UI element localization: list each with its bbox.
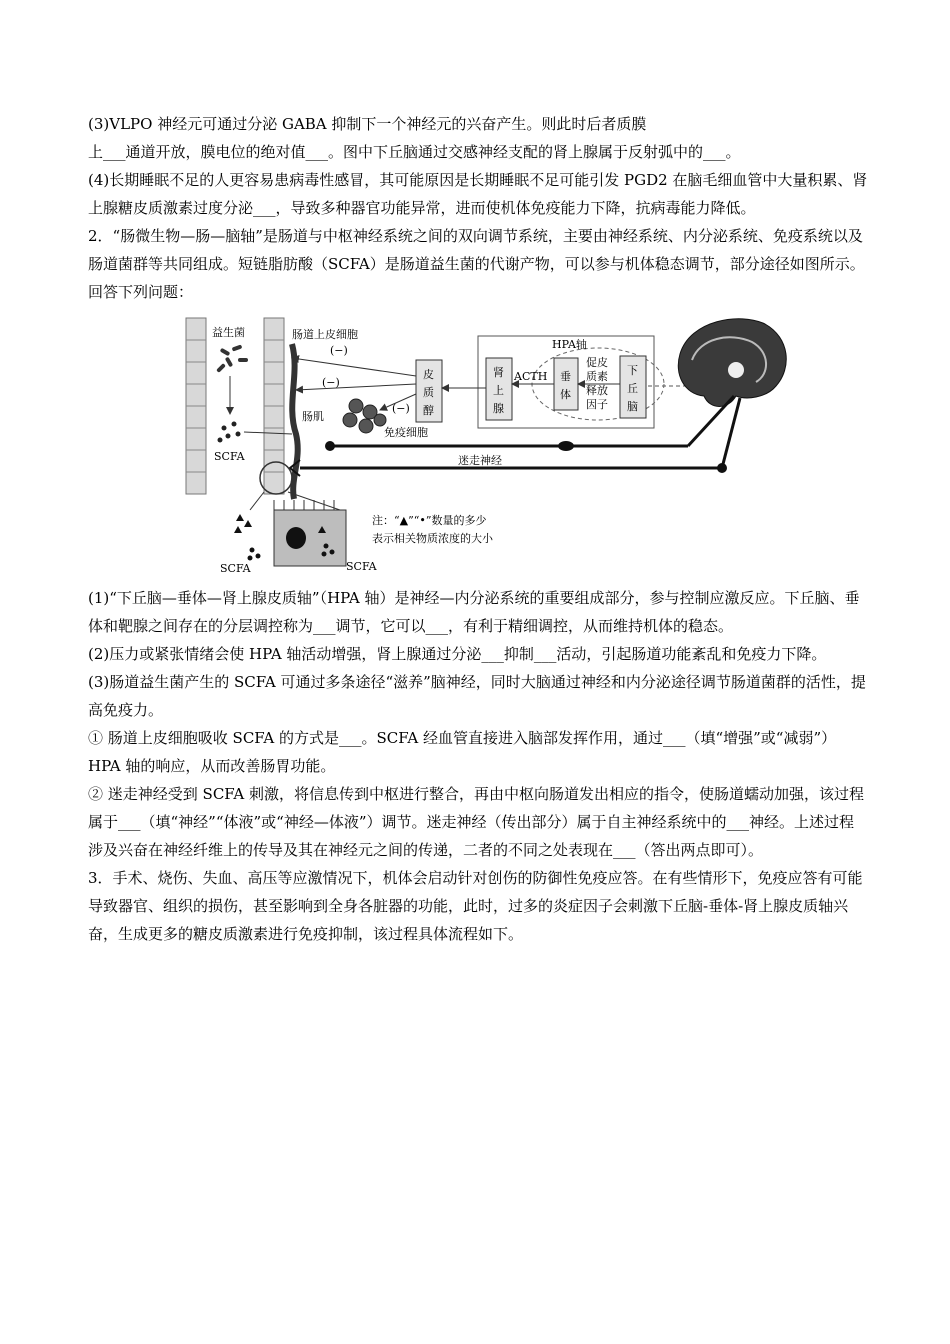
scfa-dots xyxy=(218,422,241,443)
gut-muscle-strip xyxy=(292,344,298,499)
label-crf-3: 释放 xyxy=(586,384,608,397)
label-hypothalamus-3: 脑 xyxy=(627,400,638,413)
label-adrenal-3: 腺 xyxy=(493,402,504,415)
q3-intro: 3．手术、烧伤、失血、高压等应激情况下，机体会启动针对创伤的防御性免疫应答。在有些情形下，免疫应答有可能导致器官、组织的损伤，甚至影响到全身各脏器的功能，此时，过多的炎症因子会刺激下丘脑-垂体-肾上腺皮质轴兴奋，生成更多的糖皮质激素进行免疫抑制，该过程具体流程如下。 xyxy=(88,869,863,943)
label-note-1: 注：“▲”“•”数量的多少 xyxy=(372,514,487,527)
enlarged-cell xyxy=(274,510,346,566)
document-page xyxy=(88,110,868,948)
label-note-2: 表示相关物质浓度的大小 xyxy=(372,532,493,545)
label-pituitary-2: 体 xyxy=(560,388,571,401)
label-adrenal-2: 上 xyxy=(493,384,504,397)
q1-part3-line1: (3)VLPO 神经元可通过分泌 GABA 抑制下一个神经元的兴奋产生。则此时后者质膜 xyxy=(88,115,647,133)
label-cortisol-3: 醇 xyxy=(423,404,434,417)
brain-illustration xyxy=(678,319,786,407)
pituitary-box xyxy=(554,358,578,410)
label-crf-4: 因子 xyxy=(586,398,608,411)
q1-part4: (4)长期睡眠不足的人更容易患病毒性感冒，其可能原因是长期睡眠不足可能引发 PGD2 在脑毛细血管中大量积累、肾上腺糖皮质激素过度分泌___，导致多种器官功能异常，进而使机体免疫能力下降，抗病毒能力降低。 xyxy=(88,171,868,217)
q2-part2: (2)压力或紧张情绪会使 HPA 轴活动增强，肾上腺通过分泌___抑制___活动，引起肠道功能紊乱和免疫力下降。 xyxy=(88,645,827,663)
label-hypothalamus-1: 下 xyxy=(627,364,638,377)
q2-part3-sub1: ① 肠道上皮细胞吸收 SCFA 的方式是___。SCFA 经血管直接进入脑部发挥作用，通过___（填“增强”或“减弱”）HPA 轴的响应，从而改善肠胃功能。 xyxy=(88,729,837,775)
label-neg2: (−) xyxy=(322,376,340,389)
figure-drawing xyxy=(180,314,870,574)
q2-part1: (1)“下丘脑—垂体—肾上腺皮质轴”（HPA 轴）是神经—内分泌系统的重要组成部分，参与控制应激反应。下丘脑、垂体和靶腺之间存在的分层调控称为___调节，它可以___，有利于精细调控，从而维持机体的稳态。 xyxy=(88,589,860,635)
label-neg3: (−) xyxy=(392,402,410,415)
q1-part3-line2: 上___通道开放，膜电位的绝对值___。图中下丘脑通过交感神经支配的肾上腺属于反射弧中的___。 xyxy=(88,143,741,161)
vagus-nerve-line xyxy=(722,398,740,468)
label-gut-muscle: 肠肌 xyxy=(302,410,324,423)
label-scfa-bottom-left: SCFA xyxy=(220,562,251,574)
label-cortisol-1: 皮 xyxy=(423,368,434,381)
q2-part3: (3)肠道益生菌产生的 SCFA 可通过多条途径“滋养”脑神经，同时大脑通过神经和内分泌途径调节肠道菌群的活性，提高免疫力。 xyxy=(88,673,866,719)
label-hpa-axis: HPA轴 xyxy=(552,338,587,351)
q2-intro: 2．“肠微生物—肠—脑轴”是肠道与中枢神经系统之间的双向调节系统，主要由神经系统、内分泌系统、免疫系统以及肠道菌群等共同组成。短链脂肪酸（SCFA）是肠道益生菌的代谢产物，可以参与机体稳态调节，部分途径如图所示。回答下列问题： xyxy=(88,227,865,301)
label-epithelial: 肠道上皮细胞 xyxy=(292,328,358,341)
label-adrenal-1: 肾 xyxy=(493,366,504,379)
cell-nucleus xyxy=(286,527,306,549)
label-neg1: (−) xyxy=(330,344,348,357)
label-vagus: 迷走神经 xyxy=(458,454,502,467)
label-cortisol-2: 质 xyxy=(423,386,434,399)
label-scfa-left: SCFA xyxy=(214,450,245,463)
label-probiotics: 益生菌 xyxy=(212,326,245,339)
label-acth: ACTH xyxy=(514,370,548,383)
label-pituitary-1: 垂 xyxy=(560,370,571,383)
probiotics-cluster xyxy=(216,344,248,373)
label-crf-1: 促皮 xyxy=(586,356,608,369)
q2-part3-sub2: ② 迷走神经受到 SCFA 刺激，将信息传到中枢进行整合，再由中枢向肠道发出相应的指令，使肠道蠕动加强，该过程属于___（填“神经”“体液”或“神经—体液”）调节。迷走神经（传出部分）属于自主神经系统中的___神经。上述过程涉及兴奋在神经纤维上的传导及其在神经元之间的传递，二者的不同之处表现在___（答出两点即可）。 xyxy=(88,785,864,859)
label-hypothalamus-2: 丘 xyxy=(627,382,638,395)
label-scfa-bottom-right: SCFA xyxy=(346,560,377,573)
label-immune-cells: 免疫细胞 xyxy=(384,426,428,439)
gut-brain-axis-figure xyxy=(180,314,870,574)
label-crf-2: 质素 xyxy=(586,370,608,383)
immune-cells-group xyxy=(343,399,386,433)
